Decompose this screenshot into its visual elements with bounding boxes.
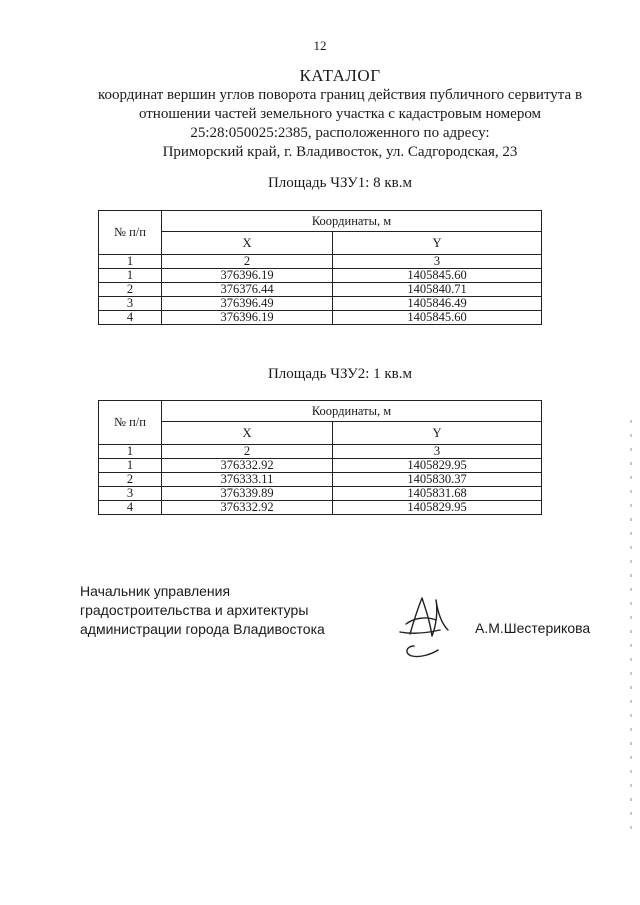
heading-line: 25:28:050025:2385, расположенного по адресу: <box>190 125 490 141</box>
table-cell: 1405829.95 <box>333 459 542 473</box>
table-cell: 376396.19 <box>162 311 333 325</box>
page-number: 12 <box>313 38 327 53</box>
table-cell: 1405846.49 <box>333 297 542 311</box>
heading-line: Приморский край, г. Владивосток, ул. Садгородская, 23 <box>162 144 518 160</box>
table-cell: 3 <box>99 487 162 501</box>
table-cell: 376333.11 <box>162 473 333 487</box>
signer-position-line: Начальник управления <box>80 583 231 599</box>
table-cell: 1 <box>99 269 162 283</box>
table-cell: 376376.44 <box>162 283 333 297</box>
table-row <box>99 459 542 473</box>
table-cell: 376396.19 <box>162 269 333 283</box>
table-cell: 1 <box>99 255 162 269</box>
table-cell: 3 <box>333 445 542 459</box>
heading-line: координат вершин углов поворота границ действия публичного сервитута в <box>97 87 583 103</box>
signer-name: А.М.Шестерикова <box>475 620 591 636</box>
table-cell: 1405845.60 <box>333 311 542 325</box>
heading-line: отношении частей земельного участка с кадастровым номером <box>138 106 542 122</box>
coordinates-table-1 <box>98 210 542 325</box>
table-cell: 1 <box>99 459 162 473</box>
column-header-coords: Координаты, м <box>162 401 542 422</box>
table-cell: 1405829.95 <box>333 501 542 515</box>
table-row <box>99 501 542 515</box>
signature-block <box>80 582 325 639</box>
table-row <box>99 473 542 487</box>
index-row <box>99 255 542 269</box>
table-cell: 376332.92 <box>162 459 333 473</box>
table-cell: 1 <box>99 445 162 459</box>
scan-edge-artifact <box>630 420 632 840</box>
signer-position-line: градостроительства и архитектуры <box>80 602 309 618</box>
table-cell: 376332.92 <box>162 501 333 515</box>
catalog-title: КАТАЛОГ <box>299 66 381 85</box>
column-header-x: X <box>162 232 333 255</box>
table-cell: 4 <box>99 501 162 515</box>
table-cell: 376339.89 <box>162 487 333 501</box>
table-cell: 1405845.60 <box>333 269 542 283</box>
area-caption-1: Площадь ЧЗУ1: 8 кв.м <box>267 175 413 191</box>
table-cell: 2 <box>99 283 162 297</box>
table-row <box>99 283 542 297</box>
column-header-y: Y <box>333 232 542 255</box>
handwritten-signature-icon <box>392 590 462 660</box>
table-cell: 1405840.71 <box>333 283 542 297</box>
table-cell: 2 <box>162 255 333 269</box>
column-header-y: Y <box>333 422 542 445</box>
table-row <box>99 269 542 283</box>
column-header-num: № п/п <box>99 401 162 445</box>
column-header-num: № п/п <box>99 211 162 255</box>
table-cell: 2 <box>162 445 333 459</box>
catalog-heading <box>60 66 620 162</box>
index-row <box>99 445 542 459</box>
table-cell: 4 <box>99 311 162 325</box>
table-row <box>99 297 542 311</box>
table-cell: 2 <box>99 473 162 487</box>
column-header-x: X <box>162 422 333 445</box>
table-cell: 1405830.37 <box>333 473 542 487</box>
table-cell: 3 <box>99 297 162 311</box>
coordinates-table-2 <box>98 400 542 515</box>
table-cell: 376396.49 <box>162 297 333 311</box>
column-header-coords: Координаты, м <box>162 211 542 232</box>
table-cell: 1405831.68 <box>333 487 542 501</box>
table-row <box>99 487 542 501</box>
signer-position-line: администрации города Владивостока <box>80 621 325 637</box>
table-row <box>99 311 542 325</box>
area-caption-2: Площадь ЧЗУ2: 1 кв.м <box>267 366 413 382</box>
table-cell: 3 <box>333 255 542 269</box>
